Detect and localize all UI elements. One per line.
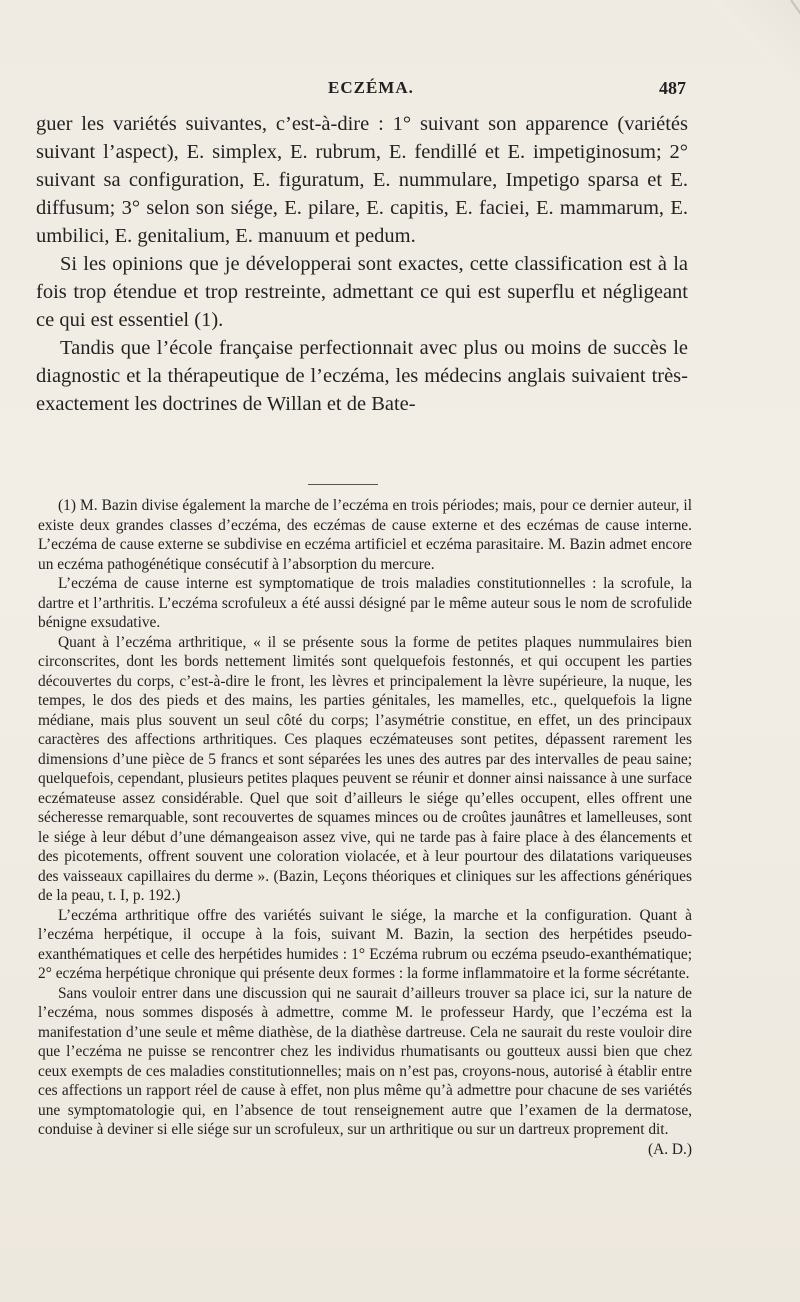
- footnote-separator: [308, 484, 378, 485]
- page-corner: [710, 0, 800, 90]
- footnote-paragraph-2: L’eczéma de cause interne est symptomatique de trois maladies constitutionnelles : la scrofule, la dartre et l’arthritis. L’eczéma scrofuleux a été aussi désigné par le même auteur sous le nom de scrofulide bénigne exsudative.: [38, 575, 692, 631]
- paragraph-2: Si les opinions que je développerai sont exactes, cette classification est à la fois trop étendue et trop restreinte, admettant ce qui est superflu et négligeant ce qui est essentiel (1).: [36, 253, 688, 331]
- footnote-paragraph-4: L’eczéma arthritique offre des variétés suivant le siége, la marche et la configuration. Quant à l’eczéma herpétique, il occupe à la fois, suivant M. Bazin, la section des herpétides pseudo-exanthématiques et celle des herpétides humides : 1° Eczéma rubrum ou eczéma pseudo-exanthématique; 2° eczéma herpétique chronique qui présente deux formes : la forme inflammatoire et la forme sécrétante.: [38, 906, 692, 982]
- main-text: [36, 110, 688, 418]
- running-title: ECZÉMA.: [328, 78, 414, 97]
- footnote-signature: (A. D.): [647, 1140, 692, 1158]
- page-number: 487: [659, 78, 686, 98]
- paragraph-1: guer les variétés suivantes, c’est-à-dire : 1° suivant son apparence (variétés suivant l’aspect), E. simplex, E. rubrum, E. fendillé et E. impetiginosum; 2° suivant sa configuration, E. figuratum, E. nummulare, Impetigo sparsa et E. diffusum; 3° selon son siége, E. pilare, E. capitis, E. faciei, E. mammarum, E. umbilici, E. genitalium, E. manuum et pedum.: [36, 113, 688, 247]
- footnote-1: (1) M. Bazin divise également la marche de l’eczéma en trois périodes; mais, pour ce dernier auteur, il existe deux grandes classes d’eczéma, des eczémas de cause externe et des eczémas de cause interne. L’eczéma de cause externe se subdivise en eczéma artificiel et eczéma parasitaire. M. Bazin admet encore un eczéma pathogénétique consécutif à l’absorption du mercure.: [38, 497, 692, 573]
- footnote-paragraph-3: Quant à l’eczéma arthritique, « il se présente sous la forme de petites plaques nummulaires bien circonscrites, dont les bords nettement limités sont quelquefois festonnés, et qui occupent les parties découvertes du corps, c’est-à-dire le front, les lèvres et principalement la lèvre supérieure, la nuque, les tempes, le dos des pieds et des mains, les parties génitales, les mamelles, etc., quelquefois la ligne médiane, mais plus souvent un seul côté du corps; l’asymétrie constitue, en effet, un des principaux caractères des affections arthritiques. Ces plaques eczémateuses sont petites, dépassent rarement les dimensions d’une pièce de 5 francs et sont séparées les unes des autres par des intervalles de peau saine; quelquefois, cependant, plusieurs petites plaques peuvent se réunir et donner ainsi naissance à une surface eczémateuse assez considérable. Quel que soit d’ailleurs le siége qu’elles occupent, elles offrent une sécheresse remarquable, sont recouvertes de squames minces ou de croûtes jaunâtres et lamelleuses, sont le siége à leur début d’une démangeaison assez vive, qui ne tarde pas à faire place à des élancements et des picotements, offrent souvent une coloration violacée, et à leur pourtour des dilatations variqueuses des vaisseaux capillaires du derme ». (Bazin, Leçons théoriques et cliniques sur les affections génériques de la peau, t. I, p. 192.): [38, 633, 692, 904]
- page-header: [38, 78, 686, 100]
- footnote-paragraph-5: Sans vouloir entrer dans une discussion qui ne saurait d’ailleurs trouver sa place ici, sur la nature de l’eczéma, nous sommes disposés à admettre, comme M. le professeur Hardy, que l’eczéma est la manifestation d’une seule et même diathèse, de la diathèse dartreuse. Cela ne saurait du reste vouloir dire que l’eczéma ne puisse se rencontrer chez les individus rhumatisants ou goutteux aussi bien que chez ceux exempts de ces maladies constitutionnelles; mais on n’est pas, croyons-nous, autorisé à établir entre ces affections un rapport réel de cause à effet, non plus même qu’à admettre pour chacune de ses variétés une symptomatologie qui, en l’absence de tout renseignement autre que l’examen de la dermatose, conduise à deviner si elle siége sur un scrofuleux, sur un arthritique ou sur un dartreux proprement dit.: [38, 984, 692, 1138]
- paragraph-3: Tandis que l’école française perfectionnait avec plus ou moins de succès le diagnostic et la thérapeutique de l’eczéma, les médecins anglais suivaient très-exactement les doctrines de Willan et de Bate-: [36, 337, 688, 415]
- footnotes: [38, 496, 692, 1159]
